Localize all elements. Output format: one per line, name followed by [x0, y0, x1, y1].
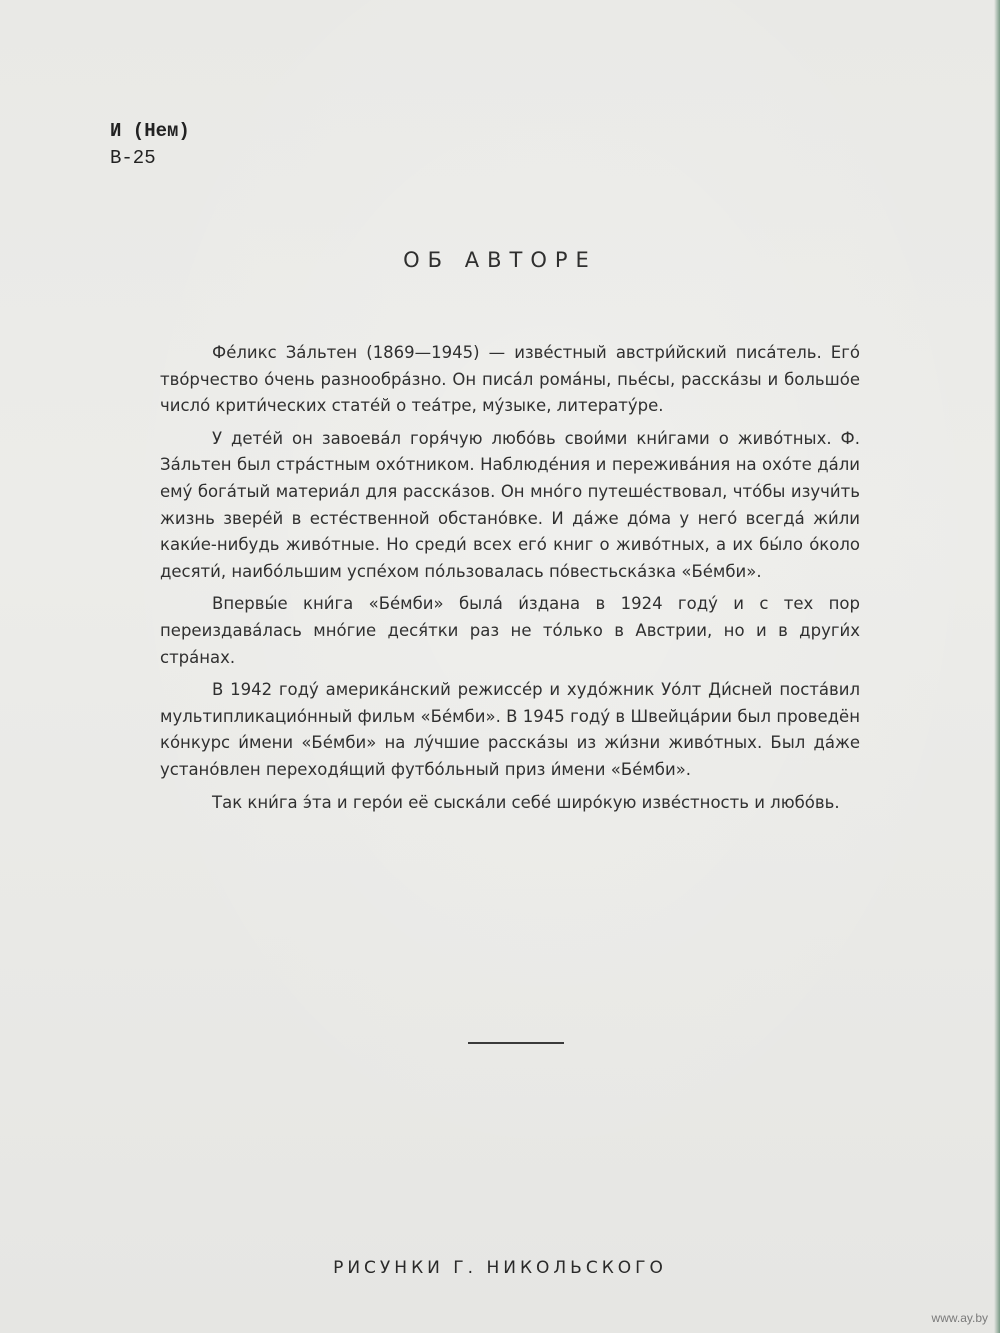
catalog-code-number: В-25 [110, 147, 156, 169]
catalog-codes [110, 118, 190, 172]
page-title: ОБ АВТОРЕ [403, 248, 597, 272]
divider-line [468, 1042, 564, 1044]
page-edge [994, 0, 1000, 1333]
watermark: www.ay.by [931, 1311, 988, 1325]
paragraph: Фе́ликс За́льтен (1869—1945) — изве́стный австри́йский писа́тель. Его́ тво́рчество о́чень разнообра́зно. Он писа́л рома́ны, пье́сы, расска́зы и большо́е число́ крити́ческих стате́й о теа́тре, му́зыке, литерату́ре. [160, 343, 860, 416]
paragraph: Так кни́га э́та и геро́и её сыска́ли себе́ широ́кую изве́стность и любо́вь. [212, 792, 840, 812]
author-bio [160, 340, 860, 822]
illustrator-credit: РИСУНКИ Г. НИКОЛЬСКОГО [333, 1258, 667, 1278]
catalog-code-language: И (Нем) [110, 120, 190, 142]
paragraph: В 1942 году́ америка́нский режиссе́р и худо́жник Уо́лт Ди́сней поста́вил мультипликацио́нный фильм «Бе́мби». В 1945 году́ в Швейца́рии был проведён ко́нкурс и́мени «Бе́мби» на лу́чшие расска́зы из жи́зни живо́тных. Был да́же устано́влен переходя́щий футбо́льный приз и́мени «Бе́мби». [160, 680, 860, 779]
paragraph: Впервы́е кни́га «Бе́мби» была́ и́здана в 1924 году́ и с тех пор переиздава́лась мно́гие деся́тки раз не то́лько в Австрии, но и в други́х стра́нах. [160, 594, 860, 667]
paragraph: У дете́й он завоева́л горя́чую любо́вь свои́ми кни́гами о живо́тных. Ф. За́льтен был стра́стным охо́тником. Наблюде́ния и пережива́ния на охо́те да́ли ему́ бога́тый материа́л для расска́зов. Он мно́го путеше́ствовал, что́бы изучи́ть жизнь звере́й в есте́ственной обстано́вке. И да́же до́ма у него́ всегда́ жи́ли каки́е-нибудь живо́тные. Но среди́ всех его́ книг о живо́тных, а их бы́ло о́коло десяти́, наибо́льшим успе́хом по́льзовалась по́вестьска́зка «Бе́мби». [160, 428, 860, 581]
